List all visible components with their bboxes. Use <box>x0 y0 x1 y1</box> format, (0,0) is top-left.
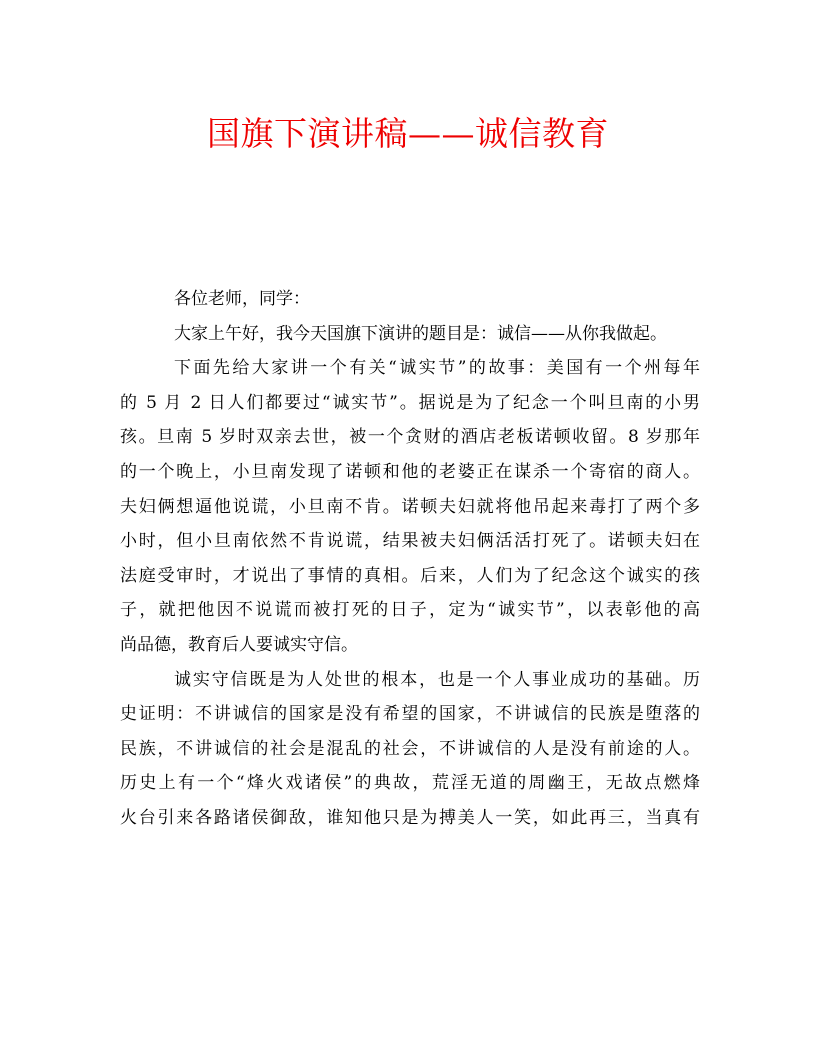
paragraph-1-line-3: 孩。旦南 5 岁时双亲去世，被一个贪财的酒店老板诺顿收留。8 岁那年 <box>120 427 700 448</box>
paragraph-1-line-7: 法庭受审时，才说出了事情的真相。后来，人们为了纪念这个诚实的孩 <box>120 565 700 586</box>
paragraph-2-line-5: 火台引来各路诸侯御敌，谁知他只是为搏美人一笑，如此再三，当真有 <box>120 807 700 828</box>
paragraph-1-line-9: 尚品德，教育后人要诚实守信。 <box>120 634 358 655</box>
paragraph-2-line-1: 诚实守信既是为人处世的根本，也是一个人事业成功的基础。历 <box>174 669 700 690</box>
paragraph-2-line-2: 史证明：不讲诚信的国家是没有希望的国家，不讲诚信的民族是堕落的 <box>120 704 700 725</box>
paragraph-1-line-1: 下面先给大家讲一个有关“诚实节”的故事：美国有一个州每年 <box>174 358 700 379</box>
intro-line: 大家上午好，我今天国旗下演讲的题目是：诚信——从你我做起。 <box>174 323 667 344</box>
paragraph-2-line-4: 历史上有一个“烽火戏诸侯”的典故，荒淫无道的周幽王，无故点燃烽 <box>120 773 700 794</box>
paragraph-1-line-6: 小时，但小旦南依然不肯说谎，结果被夫妇俩活活打死了。诺顿夫妇在 <box>120 531 700 552</box>
document-title: 国旗下演讲稿——诚信教育 <box>207 114 609 153</box>
salutation-line: 各位老师，同学： <box>174 289 310 309</box>
paragraph-1-line-2: 的 5 月 2 日人们都要过“诚实节”。据说是为了纪念一个叫旦南的小男 <box>120 392 700 413</box>
paragraph-1-line-4: 的一个晚上，小旦南发现了诺顿和他的老婆正在谋杀一个寄宿的商人。 <box>120 461 700 482</box>
document-body <box>120 282 700 836</box>
paragraph-1-line-5: 夫妇俩想逼他说谎，小旦南不肯。诺顿夫妇就将他吊起来毒打了两个多 <box>120 496 700 517</box>
paragraph-2-line-3: 民族，不讲诚信的社会是混乱的社会，不讲诚信的人是没有前途的人。 <box>120 738 700 759</box>
paragraph-1-line-8: 子，就把他因不说谎而被打死的日子，定为“诚实节”，以表彰他的高 <box>120 600 700 621</box>
